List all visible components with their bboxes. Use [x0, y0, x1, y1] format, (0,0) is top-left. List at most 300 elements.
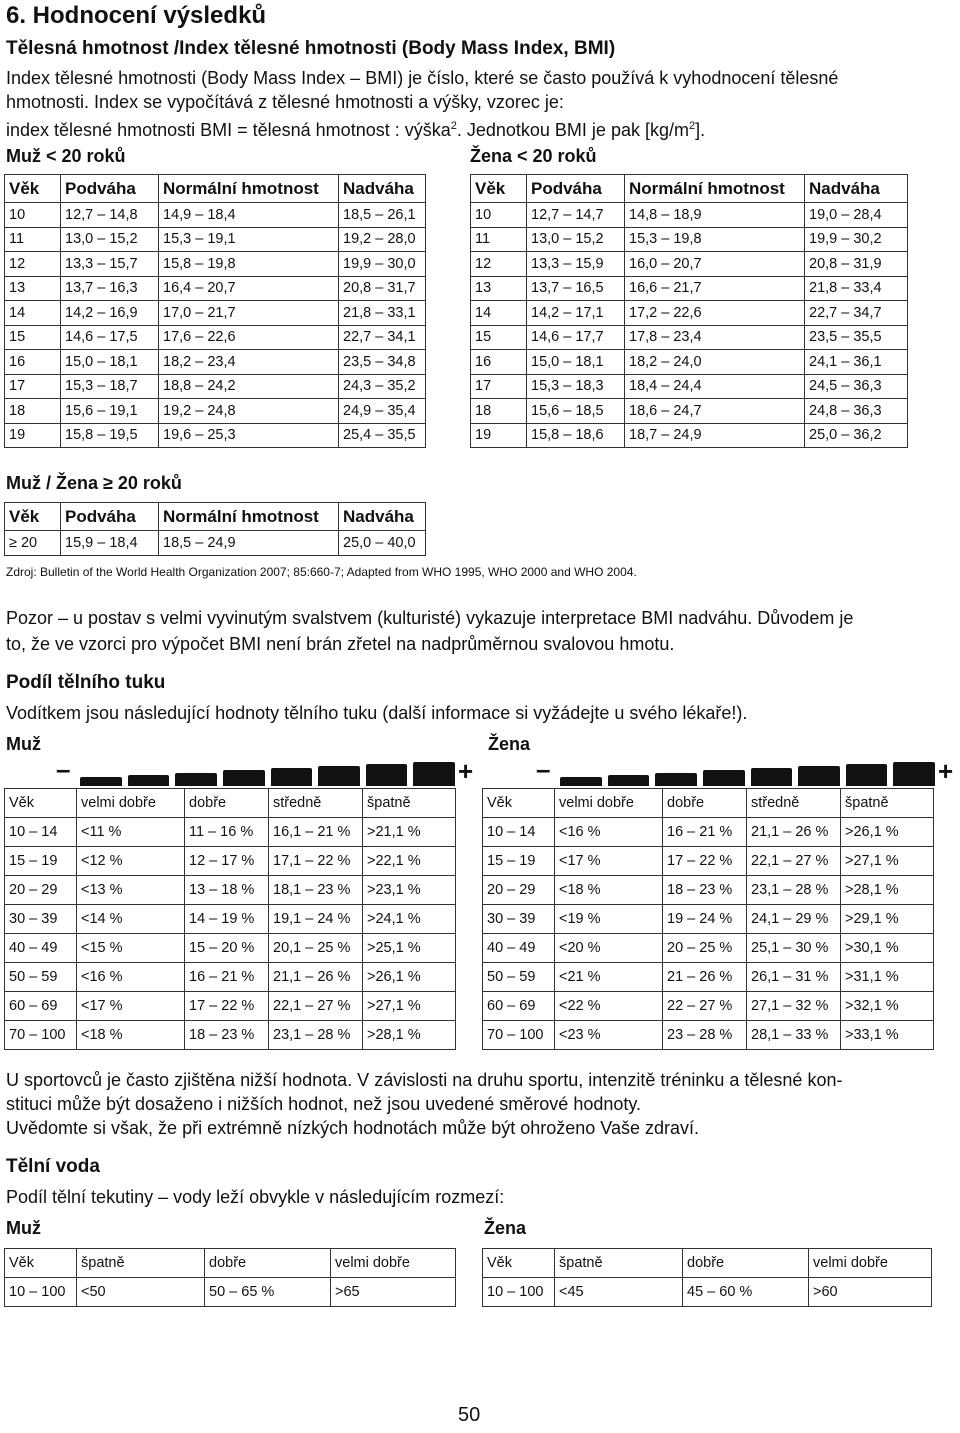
table-cell: 21,8 – 33,4: [805, 276, 908, 301]
table-row: [471, 374, 908, 399]
table-cell: 25,0 – 36,2: [805, 423, 908, 448]
table-cell: 19,9 – 30,0: [339, 252, 426, 277]
table-cell: 15,8 – 18,6: [527, 423, 625, 448]
table-cell: 13 – 18 %: [185, 876, 269, 905]
col-header: Normální hmotnost: [159, 175, 339, 203]
table-cell: 10 – 100: [483, 1278, 555, 1307]
fat-male-label: Muž: [6, 734, 41, 754]
table-cell: 15 – 20 %: [185, 934, 269, 963]
table-cell: 22,7 – 34,7: [805, 301, 908, 326]
col-header: Podváha: [61, 175, 159, 203]
table-cell: >27,1 %: [363, 992, 456, 1021]
col-header: velmi dobře: [809, 1249, 932, 1278]
col-header: Nadváha: [805, 175, 908, 203]
table-header-row: [483, 789, 934, 818]
water-female-label: Žena: [484, 1218, 527, 1238]
table-cell: 10: [471, 203, 527, 228]
table-cell: 18,7 – 24,9: [625, 423, 805, 448]
table-cell: >60: [809, 1278, 932, 1307]
col-header: velmi dobře: [331, 1249, 456, 1278]
col-header: Věk: [5, 1249, 77, 1278]
table-cell: <23 %: [555, 1021, 663, 1050]
table-cell: 18,2 – 23,4: [159, 350, 339, 375]
col-header: Věk: [483, 789, 555, 818]
table-cell: 28,1 – 33 %: [747, 1021, 841, 1050]
fat-female-table: [482, 788, 934, 1050]
table-cell: 17,2 – 22,6: [625, 301, 805, 326]
scale-segment: [223, 770, 265, 786]
table-row: [483, 847, 934, 876]
scale-segment: [893, 762, 935, 786]
bmi-female-table: [470, 174, 908, 448]
table-cell: 17 – 22 %: [185, 992, 269, 1021]
col-header: špatně: [77, 1249, 205, 1278]
table-cell: 24,8 – 36,3: [805, 399, 908, 424]
table-cell: 24,5 – 36,3: [805, 374, 908, 399]
table-cell: >33,1 %: [841, 1021, 934, 1050]
table-cell: 50 – 59: [483, 963, 555, 992]
table-cell: 22 – 27 %: [663, 992, 747, 1021]
table-cell: 13,3 – 15,7: [61, 252, 159, 277]
bmi-title: Tělesná hmotnost /Index tělesné hmotnosti (Body Mass Index, BMI): [6, 38, 616, 59]
table-cell: >29,1 %: [841, 905, 934, 934]
warning-line-2: to, že ve vzorci pro výpočet BMI není brán zřetel na nadprůměrnou svalovou hmotu.: [6, 634, 675, 654]
table-cell: ≥ 20: [5, 531, 61, 556]
table-cell: 23,1 – 28 %: [269, 1021, 363, 1050]
bmi-male-label: Muž < 20 roků: [6, 146, 126, 166]
minus-icon: –: [56, 754, 71, 784]
table-cell: 27,1 – 32 %: [747, 992, 841, 1021]
table-row: [5, 301, 426, 326]
table-row: [5, 423, 426, 448]
table-cell: 18,2 – 24,0: [625, 350, 805, 375]
table-cell: 19,6 – 25,3: [159, 423, 339, 448]
table-row: [471, 350, 908, 375]
table-cell: <45: [555, 1278, 683, 1307]
table-cell: 17: [5, 374, 61, 399]
table-cell: 50 – 59: [5, 963, 77, 992]
table-cell: 15,3 – 19,1: [159, 227, 339, 252]
sport-line-3: Uvědomte si však, že při extrémně nízkých hodnotách může být ohroženo Vaše zdraví.: [6, 1118, 699, 1138]
table-cell: 24,9 – 35,4: [339, 399, 426, 424]
table-cell: 14,8 – 18,9: [625, 203, 805, 228]
table-cell: <14 %: [77, 905, 185, 934]
table-cell: 19,9 – 30,2: [805, 227, 908, 252]
table-cell: >25,1 %: [363, 934, 456, 963]
table-cell: <19 %: [555, 905, 663, 934]
table-header-row: [5, 503, 426, 531]
table-cell: >26,1 %: [363, 963, 456, 992]
table-cell: 15: [5, 325, 61, 350]
bmi-female-label: Žena < 20 roků: [470, 146, 597, 166]
table-cell: 22,1 – 27 %: [269, 992, 363, 1021]
scale-segment: [318, 766, 360, 786]
scale-segment: [80, 777, 122, 786]
table-cell: 45 – 60 %: [683, 1278, 809, 1307]
table-cell: 15,6 – 19,1: [61, 399, 159, 424]
scale-segment: [560, 777, 602, 786]
table-cell: >24,1 %: [363, 905, 456, 934]
table-cell: 13,0 – 15,2: [61, 227, 159, 252]
table-row: [483, 934, 934, 963]
table-row: [483, 905, 934, 934]
table-cell: 11: [5, 227, 61, 252]
col-header: špatně: [841, 789, 934, 818]
bmi-adult-table: [4, 502, 426, 556]
table-cell: >22,1 %: [363, 847, 456, 876]
table-cell: 14 – 19 %: [185, 905, 269, 934]
table-cell: 40 – 49: [483, 934, 555, 963]
table-cell: 19: [471, 423, 527, 448]
bmi-intro-line-2: hmotnosti. Index se vypočítává z tělesné hmotnosti a výšky, vzorec je:: [6, 92, 564, 112]
table-cell: 26,1 – 31 %: [747, 963, 841, 992]
table-cell: 10 – 14: [483, 818, 555, 847]
table-row: [471, 325, 908, 350]
table-cell: 12: [5, 252, 61, 277]
table-row: [471, 252, 908, 277]
table-cell: 21,1 – 26 %: [747, 818, 841, 847]
table-cell: 17 – 22 %: [663, 847, 747, 876]
table-cell: 30 – 39: [483, 905, 555, 934]
table-cell: 10 – 100: [5, 1278, 77, 1307]
table-cell: 70 – 100: [483, 1021, 555, 1050]
table-cell: >27,1 %: [841, 847, 934, 876]
table-cell: 13: [5, 276, 61, 301]
table-cell: <17 %: [555, 847, 663, 876]
table-cell: 20 – 29: [5, 876, 77, 905]
bmi-adult-label: Muž / Žena ≥ 20 roků: [6, 473, 182, 493]
table-cell: 17,1 – 22 %: [269, 847, 363, 876]
col-header: Normální hmotnost: [159, 503, 339, 531]
water-intro: Podíl tělní tekutiny – vody leží obvykle v následujícím rozmezí:: [6, 1187, 505, 1207]
table-cell: 13,3 – 15,9: [527, 252, 625, 277]
table-cell: 18 – 23 %: [185, 1021, 269, 1050]
table-row: [5, 818, 456, 847]
table-row: [5, 350, 426, 375]
table-row: [483, 963, 934, 992]
col-header: dobře: [185, 789, 269, 818]
table-cell: 13,7 – 16,3: [61, 276, 159, 301]
table-cell: 16,6 – 21,7: [625, 276, 805, 301]
water-female-table: [482, 1248, 932, 1307]
table-cell: 15,3 – 18,3: [527, 374, 625, 399]
col-header: Věk: [5, 789, 77, 818]
col-header: středně: [269, 789, 363, 818]
scale-segment: [751, 768, 793, 786]
table-cell: 15,6 – 18,5: [527, 399, 625, 424]
table-cell: 16,1 – 21 %: [269, 818, 363, 847]
table-cell: >26,1 %: [841, 818, 934, 847]
col-header: Nadváha: [339, 503, 426, 531]
table-cell: <13 %: [77, 876, 185, 905]
table-cell: <12 %: [77, 847, 185, 876]
table-row: [471, 276, 908, 301]
col-header: středně: [747, 789, 841, 818]
table-cell: 40 – 49: [5, 934, 77, 963]
table-cell: 18,5 – 26,1: [339, 203, 426, 228]
col-header: Věk: [483, 1249, 555, 1278]
table-row: [5, 325, 426, 350]
table-header-row: [5, 1249, 456, 1278]
table-cell: 25,4 – 35,5: [339, 423, 426, 448]
table-cell: 23 – 28 %: [663, 1021, 747, 1050]
table-cell: 20 – 25 %: [663, 934, 747, 963]
table-cell: 14,9 – 18,4: [159, 203, 339, 228]
table-row: [5, 905, 456, 934]
warning-line-1: Pozor – u postav s velmi vyvinutým svalstvem (kulturisté) vykazuje interpretace BMI nadváhu. Důvodem je: [6, 608, 854, 628]
table-row: [471, 301, 908, 326]
table-cell: 18,1 – 23 %: [269, 876, 363, 905]
table-cell: 14,6 – 17,7: [527, 325, 625, 350]
table-row: [5, 374, 426, 399]
table-cell: <16 %: [77, 963, 185, 992]
table-cell: 20,8 – 31,9: [805, 252, 908, 277]
table-cell: 19,2 – 28,0: [339, 227, 426, 252]
table-cell: <17 %: [77, 992, 185, 1021]
col-header: špatně: [363, 789, 456, 818]
table-cell: <50: [77, 1278, 205, 1307]
table-row: [483, 1278, 932, 1307]
table-cell: 20,8 – 31,7: [339, 276, 426, 301]
water-male-table: [4, 1248, 456, 1307]
table-cell: 11 – 16 %: [185, 818, 269, 847]
table-cell: 11: [471, 227, 527, 252]
table-row: [5, 992, 456, 1021]
col-header: dobře: [205, 1249, 331, 1278]
table-row: [5, 963, 456, 992]
table-cell: 12 – 17 %: [185, 847, 269, 876]
table-header-row: [483, 1249, 932, 1278]
table-cell: 70 – 100: [5, 1021, 77, 1050]
table-row: [471, 227, 908, 252]
col-header: Podváha: [61, 503, 159, 531]
col-header: dobře: [663, 789, 747, 818]
table-cell: <16 %: [555, 818, 663, 847]
fat-intro: Vodítkem jsou následující hodnoty tělního tuku (další informace si vyžádejte u svého lékaře!).: [6, 703, 748, 723]
water-title: Tělní voda: [6, 1156, 100, 1177]
table-cell: 14: [471, 301, 527, 326]
table-cell: 19 – 24 %: [663, 905, 747, 934]
scale-segment: [798, 766, 840, 786]
plus-icon: +: [458, 756, 474, 786]
table-cell: 24,1 – 29 %: [747, 905, 841, 934]
scale-segment: [271, 768, 313, 786]
table-cell: >31,1 %: [841, 963, 934, 992]
table-cell: 12,7 – 14,7: [527, 203, 625, 228]
table-cell: 16 – 21 %: [663, 818, 747, 847]
plus-icon: +: [938, 756, 954, 786]
table-cell: <22 %: [555, 992, 663, 1021]
table-cell: 15 – 19: [483, 847, 555, 876]
fat-female-scale: [560, 760, 935, 786]
table-cell: 23,1 – 28 %: [747, 876, 841, 905]
table-cell: 15,3 – 19,8: [625, 227, 805, 252]
table-cell: 21,8 – 33,1: [339, 301, 426, 326]
table-cell: 23,5 – 34,8: [339, 350, 426, 375]
table-row: [471, 399, 908, 424]
table-cell: 30 – 39: [5, 905, 77, 934]
table-cell: 10: [5, 203, 61, 228]
table-cell: 13,7 – 16,5: [527, 276, 625, 301]
table-row: [483, 818, 934, 847]
col-header: Podváha: [527, 175, 625, 203]
scale-segment: [846, 764, 888, 786]
table-cell: 18: [471, 399, 527, 424]
table-cell: >65: [331, 1278, 456, 1307]
table-cell: 10 – 14: [5, 818, 77, 847]
table-row: [5, 227, 426, 252]
table-row: [5, 203, 426, 228]
table-cell: <21 %: [555, 963, 663, 992]
table-cell: <18 %: [77, 1021, 185, 1050]
table-row: [5, 1021, 456, 1050]
table-cell: >28,1 %: [363, 1021, 456, 1050]
sport-line-2: stituci může být dosaženo i nižších hodnot, než jsou uvedené směrové hodnoty.: [6, 1094, 642, 1114]
bmi-male-table: [4, 174, 426, 448]
table-cell: 13,0 – 15,2: [527, 227, 625, 252]
table-row: [5, 934, 456, 963]
table-cell: 12,7 – 14,8: [61, 203, 159, 228]
table-row: [5, 252, 426, 277]
table-header-row: [5, 175, 426, 203]
col-header: Věk: [5, 503, 61, 531]
table-cell: 16,4 – 20,7: [159, 276, 339, 301]
table-cell: 19,0 – 28,4: [805, 203, 908, 228]
table-cell: 22,7 – 34,1: [339, 325, 426, 350]
table-row: [483, 1021, 934, 1050]
table-row: [5, 399, 426, 424]
table-cell: 15: [471, 325, 527, 350]
table-cell: 25,0 – 40,0: [339, 531, 426, 556]
page-number: 50: [458, 1404, 481, 1426]
scale-segment: [413, 762, 455, 786]
scale-segment: [608, 775, 650, 786]
table-cell: 18,4 – 24,4: [625, 374, 805, 399]
table-row: [5, 276, 426, 301]
table-row: [5, 847, 456, 876]
table-row: [5, 1278, 456, 1307]
scale-segment: [366, 764, 408, 786]
table-cell: 14: [5, 301, 61, 326]
scale-segment: [128, 775, 170, 786]
table-cell: 15,9 – 18,4: [61, 531, 159, 556]
col-header: velmi dobře: [555, 789, 663, 818]
bmi-formula: index tělesné hmotnosti BMI = tělesná hmotnost : výška$^2$. Jednotkou BMI je pak $[kg/m^2]$.: [6, 120, 706, 140]
table-cell: 25,1 – 30 %: [747, 934, 841, 963]
table-cell: <11 %: [77, 818, 185, 847]
table-cell: 14,2 – 16,9: [61, 301, 159, 326]
table-cell: 19,2 – 24,8: [159, 399, 339, 424]
table-cell: 19: [5, 423, 61, 448]
table-cell: 60 – 69: [5, 992, 77, 1021]
table-cell: 17,0 – 21,7: [159, 301, 339, 326]
table-cell: <15 %: [77, 934, 185, 963]
table-cell: 50 – 65 %: [205, 1278, 331, 1307]
table-cell: 17: [471, 374, 527, 399]
table-header-row: [5, 789, 456, 818]
table-cell: 21 – 26 %: [663, 963, 747, 992]
table-cell: 15,3 – 18,7: [61, 374, 159, 399]
minus-icon: –: [536, 754, 551, 784]
table-cell: 15,0 – 18,1: [61, 350, 159, 375]
table-row: [471, 203, 908, 228]
table-cell: 16: [5, 350, 61, 375]
table-cell: 15,8 – 19,5: [61, 423, 159, 448]
table-cell: <20 %: [555, 934, 663, 963]
table-cell: 15,8 – 19,8: [159, 252, 339, 277]
fat-title: Podíl tělního tuku: [6, 672, 166, 693]
table-cell: 12: [471, 252, 527, 277]
sport-line-1: U sportovců je často zjištěna nižší hodnota. V závislosti na druhu sportu, intenzitě tréninku a tělesné kon-: [6, 1070, 843, 1090]
table-cell: 22,1 – 27 %: [747, 847, 841, 876]
table-cell: 14,2 – 17,1: [527, 301, 625, 326]
table-cell: 16: [471, 350, 527, 375]
table-cell: 60 – 69: [483, 992, 555, 1021]
table-cell: >23,1 %: [363, 876, 456, 905]
source-note: Zdroj: Bulletin of the World Health Organization 2007; 85:660-7; Adapted from WHO 1995, WHO 2000 and WHO 2004.: [6, 565, 637, 579]
fat-male-table: [4, 788, 456, 1050]
table-cell: 20,1 – 25 %: [269, 934, 363, 963]
table-cell: 19,1 – 24 %: [269, 905, 363, 934]
table-row: [483, 876, 934, 905]
table-cell: >30,1 %: [841, 934, 934, 963]
table-cell: 18: [5, 399, 61, 424]
table-cell: 16,0 – 20,7: [625, 252, 805, 277]
table-cell: <18 %: [555, 876, 663, 905]
table-header-row: [471, 175, 908, 203]
scale-segment: [703, 770, 745, 786]
col-header: velmi dobře: [77, 789, 185, 818]
table-cell: 18 – 23 %: [663, 876, 747, 905]
table-cell: 14,6 – 17,5: [61, 325, 159, 350]
table-row: [471, 423, 908, 448]
table-cell: 17,8 – 23,4: [625, 325, 805, 350]
water-male-label: Muž: [6, 1218, 41, 1238]
col-header: špatně: [555, 1249, 683, 1278]
table-cell: 18,6 – 24,7: [625, 399, 805, 424]
col-header: Normální hmotnost: [625, 175, 805, 203]
fat-male-scale: [80, 760, 455, 786]
table-cell: 21,1 – 26 %: [269, 963, 363, 992]
table-cell: 15 – 19: [5, 847, 77, 876]
table-cell: 24,1 – 36,1: [805, 350, 908, 375]
table-cell: 13: [471, 276, 527, 301]
page-heading: 6. Hodnocení výsledků: [6, 2, 267, 29]
table-cell: 18,5 – 24,9: [159, 531, 339, 556]
table-row: [483, 992, 934, 1021]
col-header: Nadváha: [339, 175, 426, 203]
table-cell: 23,5 – 35,5: [805, 325, 908, 350]
fat-female-label: Žena: [488, 734, 531, 754]
table-row: [5, 531, 426, 556]
table-cell: 18,8 – 24,2: [159, 374, 339, 399]
table-cell: 20 – 29: [483, 876, 555, 905]
scale-segment: [655, 773, 697, 786]
table-cell: >21,1 %: [363, 818, 456, 847]
col-header: Věk: [5, 175, 61, 203]
table-cell: 24,3 – 35,2: [339, 374, 426, 399]
table-cell: 17,6 – 22,6: [159, 325, 339, 350]
table-row: [5, 876, 456, 905]
table-cell: >32,1 %: [841, 992, 934, 1021]
scale-segment: [175, 773, 217, 786]
col-header: Věk: [471, 175, 527, 203]
table-cell: 15,0 – 18,1: [527, 350, 625, 375]
bmi-intro-line-1: Index tělesné hmotnosti (Body Mass Index – BMI) je číslo, které se často používá k vyhodnocení tělesné: [6, 68, 839, 88]
table-cell: >28,1 %: [841, 876, 934, 905]
table-cell: 16 – 21 %: [185, 963, 269, 992]
col-header: dobře: [683, 1249, 809, 1278]
